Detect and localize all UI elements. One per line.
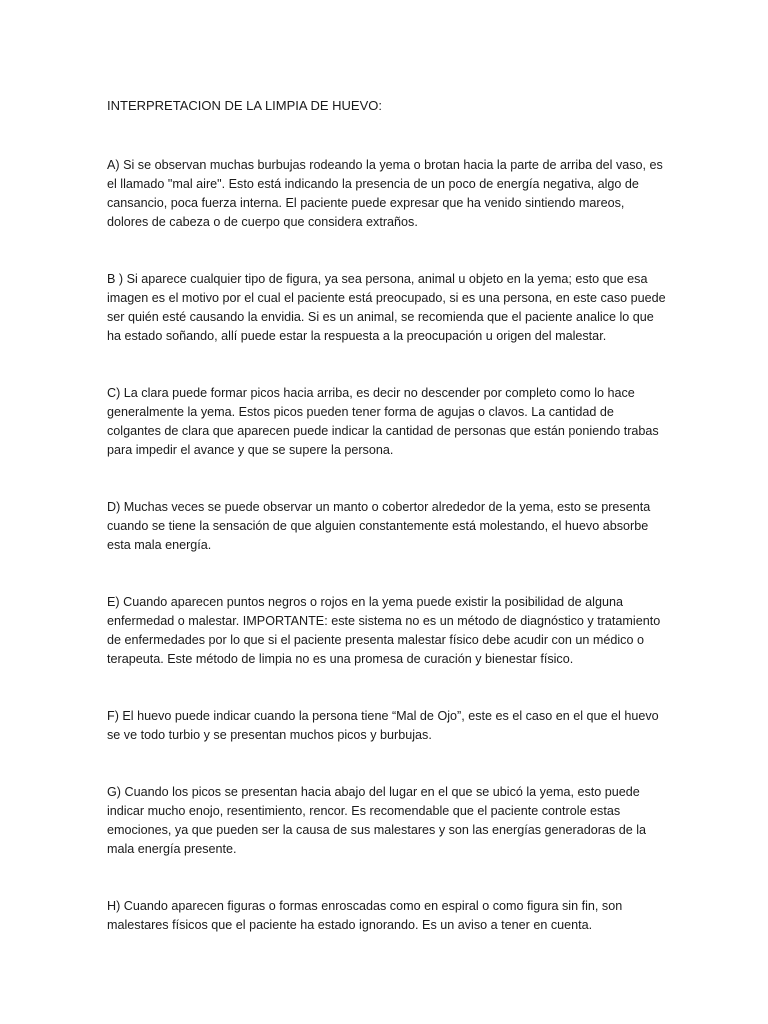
paragraph-f: F) El huevo puede indicar cuando la persona tiene “Mal de Ojo”, este es el caso en el que el huevo se ve todo turbio y se presentan muchos picos y burbujas. [107,709,659,742]
paragraph-c: C) La clara puede formar picos hacia arriba, es decir no descender por completo como lo hace generalmente la yema. Estos picos pueden tener forma de agujas o clavos. La cantidad de colgantes de clara que aparecen puede indicar la cantidad de personas que están poniendo trabas para impedir el avance y que se supere la persona. [107,386,659,457]
paragraph-a: A) Si se observan muchas burbujas rodeando la yema o brotan hacia la parte de arriba del vaso, es el llamado "mal aire". Esto está indicando la presencia de un poco de energía negativa, algo de cansancio, poca fuerza interna. El paciente puede expresar que ha venido sintiendo mareos, dolores de cabeza o de cuerpo que considera extraños. [107,158,663,229]
paragraph-h: H) Cuando aparecen figuras o formas enroscadas como en espiral o como figura sin fin, son malestares físicos que el paciente ha estado ignorando. Es un aviso a tener en cuenta. [107,899,623,932]
document-title: INTERPRETACION DE LA LIMPIA DE HUEVO: [107,98,382,113]
paragraph-g: G) Cuando los picos se presentan hacia abajo del lugar en el que se ubicó la yema, esto puede indicar mucho enojo, resentimiento, rencor. Es recomendable que el paciente controle estas emociones, ya que pueden ser la causa de sus malestares y son las energías generadoras de la mala energía presente. [107,785,647,856]
paragraph-b: B ) Si aparece cualquier tipo de figura, ya sea persona, animal u objeto en la yema; esto que esa imagen es el motivo por el cual el paciente está preocupado, si es una persona, en este caso puede ser quién esté causando la envidia. Si es un animal, se recomienda que el paciente analice lo que ha estado soñando, allí puede estar la respuesta a la preocupación u origen del malestar. [107,272,666,343]
paragraph-d: D) Muchas veces se puede observar un manto o cobertor alrededor de la yema, esto se presenta cuando se tiene la sensación de que alguien constantemente está molestando, el huevo absorbe esta mala energía. [107,500,651,552]
paragraph-e: E) Cuando aparecen puntos negros o rojos en la yema puede existir la posibilidad de alguna enfermedad o malestar. IMPORTANTE: este sistema no es un método de diagnóstico y tratamiento de enfermedades por lo que si el paciente presenta malestar físico debe acudir con un médico o terapeuta. Este método de limpia no es una promesa de curación y bienestar físico. [107,595,661,666]
